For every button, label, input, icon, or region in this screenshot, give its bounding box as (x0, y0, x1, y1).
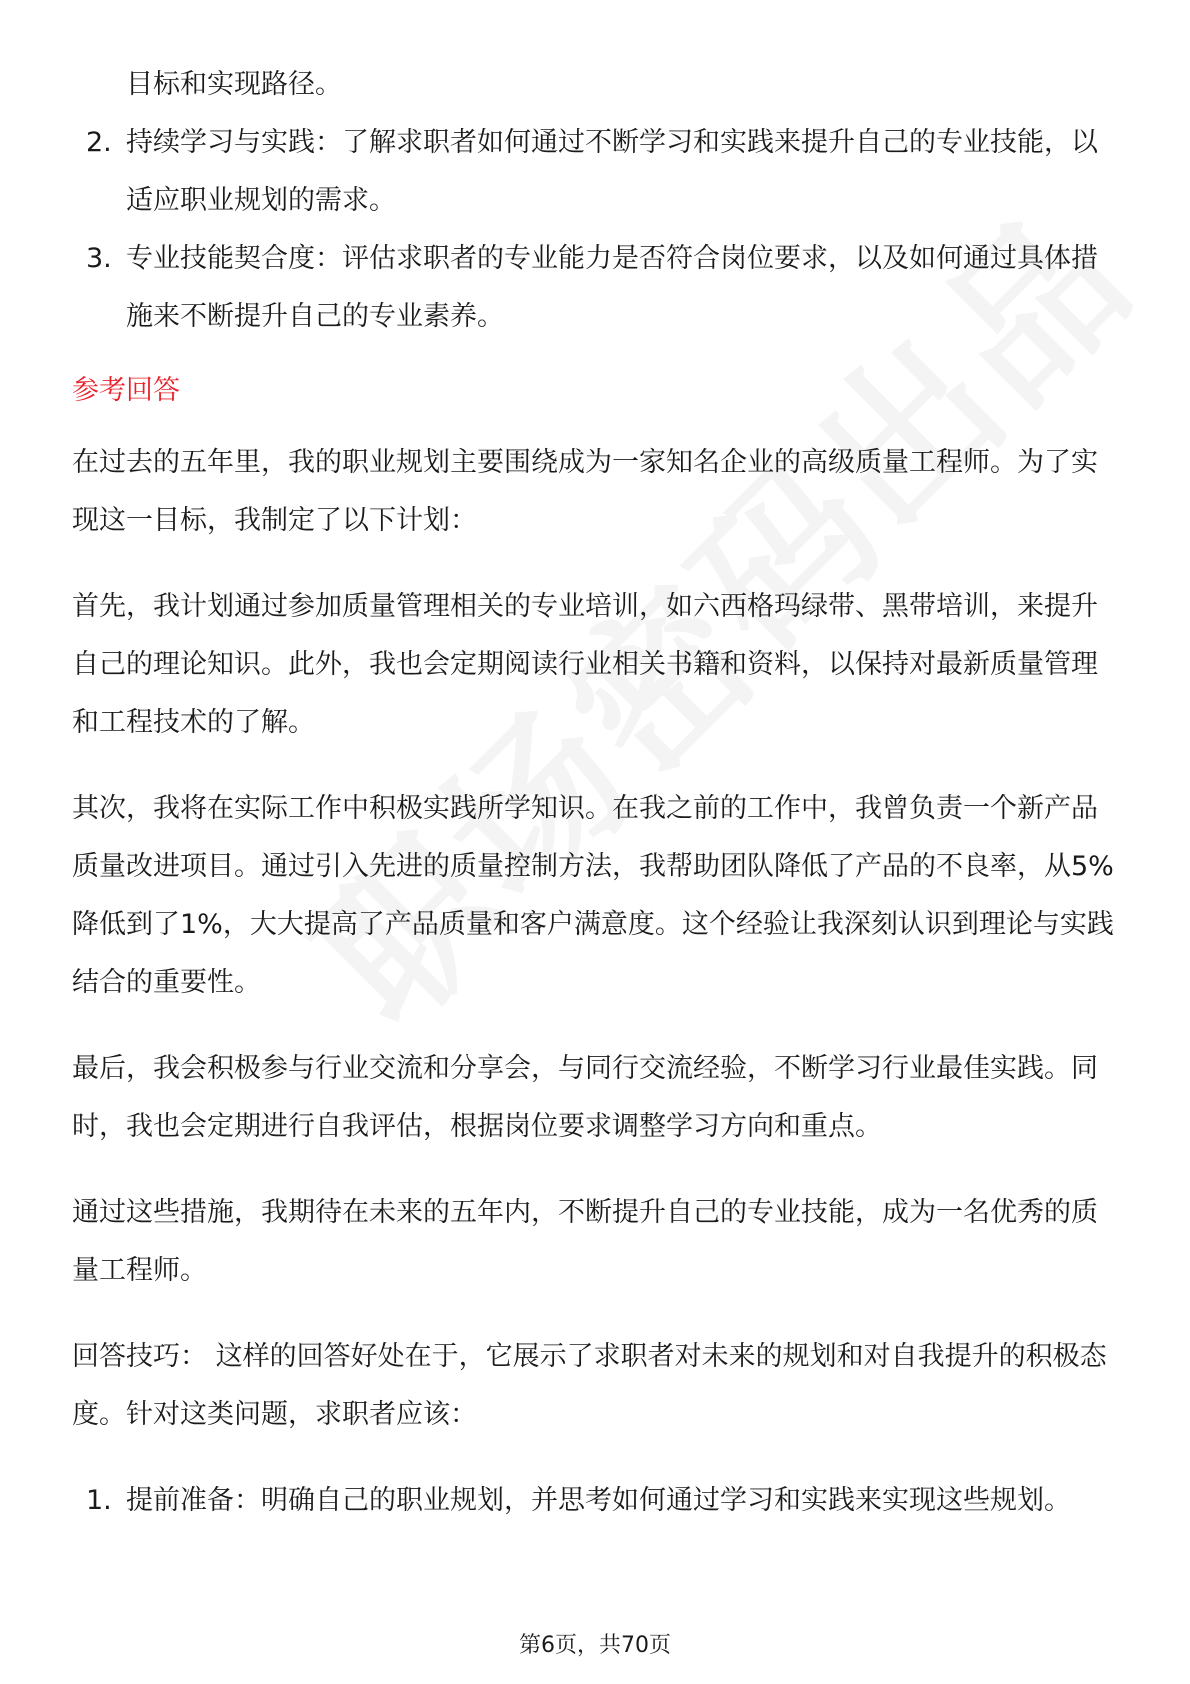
list-item (72, 1472, 1120, 1530)
page-content (72, 56, 1120, 1530)
answer-tips-paragraph: 回答技巧： 这样的回答好处在于，它展示了求职者对未来的规划和对自我提升的积极态度。针对这类问题，求职者应该： (72, 1341, 1107, 1430)
bottom-numbered-list (72, 1472, 1120, 1530)
list-item-number: 2. (86, 127, 112, 158)
top-numbered-list (72, 114, 1120, 346)
list-item-text: 专业技能契合度：评估求职者的专业能力是否符合岗位要求，以及如何通过具体措施来不断提升自己的专业素养。 (126, 243, 1098, 332)
paragraph: 在过去的五年里，我的职业规划主要围绕成为一家知名企业的高级质量工程师。为了实现这一目标，我制定了以下计划： (72, 447, 1098, 536)
list-item-number: 1. (86, 1485, 112, 1516)
list-item (72, 114, 1120, 230)
list-item-continuation: 目标和实现路径。 (126, 69, 342, 100)
paragraph: 其次，我将在实际工作中积极实践所学知识。在我之前的工作中，我曾负责一个新产品质量改进项目。通过引入先进的质量控制方法，我帮助团队降低了产品的不良率，从5%降低到了1%，大大提高了产品质量和客户满意度。这个经验让我深刻认识到理论与实践结合的重要性。 (72, 793, 1114, 998)
list-item-text: 提前准备：明确自己的职业规划，并思考如何通过学习和实践来实现这些规划。 (126, 1485, 1071, 1516)
paragraph: 首先，我计划通过参加质量管理相关的专业培训，如六西格玛绿带、黑带培训，来提升自己的理论知识。此外，我也会定期阅读行业相关书籍和资料，以保持对最新质量管理和工程技术的了解。 (72, 591, 1098, 738)
paragraph: 通过这些措施，我期待在未来的五年内，不断提升自己的专业技能，成为一名优秀的质量工程师。 (72, 1197, 1098, 1286)
list-item (72, 230, 1120, 346)
list-item-number: 3. (86, 243, 112, 274)
section-title: 参考回答 (72, 375, 180, 406)
page-number-footer: 第6页，共70页 (519, 1633, 671, 1658)
list-item-text: 持续学习与实践：了解求职者如何通过不断学习和实践来提升自己的专业技能，以适应职业规划的需求。 (126, 127, 1098, 216)
paragraph: 最后，我会积极参与行业交流和分享会，与同行交流经验，不断学习行业最佳实践。同时，我也会定期进行自我评估，根据岗位要求调整学习方向和重点。 (72, 1053, 1098, 1142)
